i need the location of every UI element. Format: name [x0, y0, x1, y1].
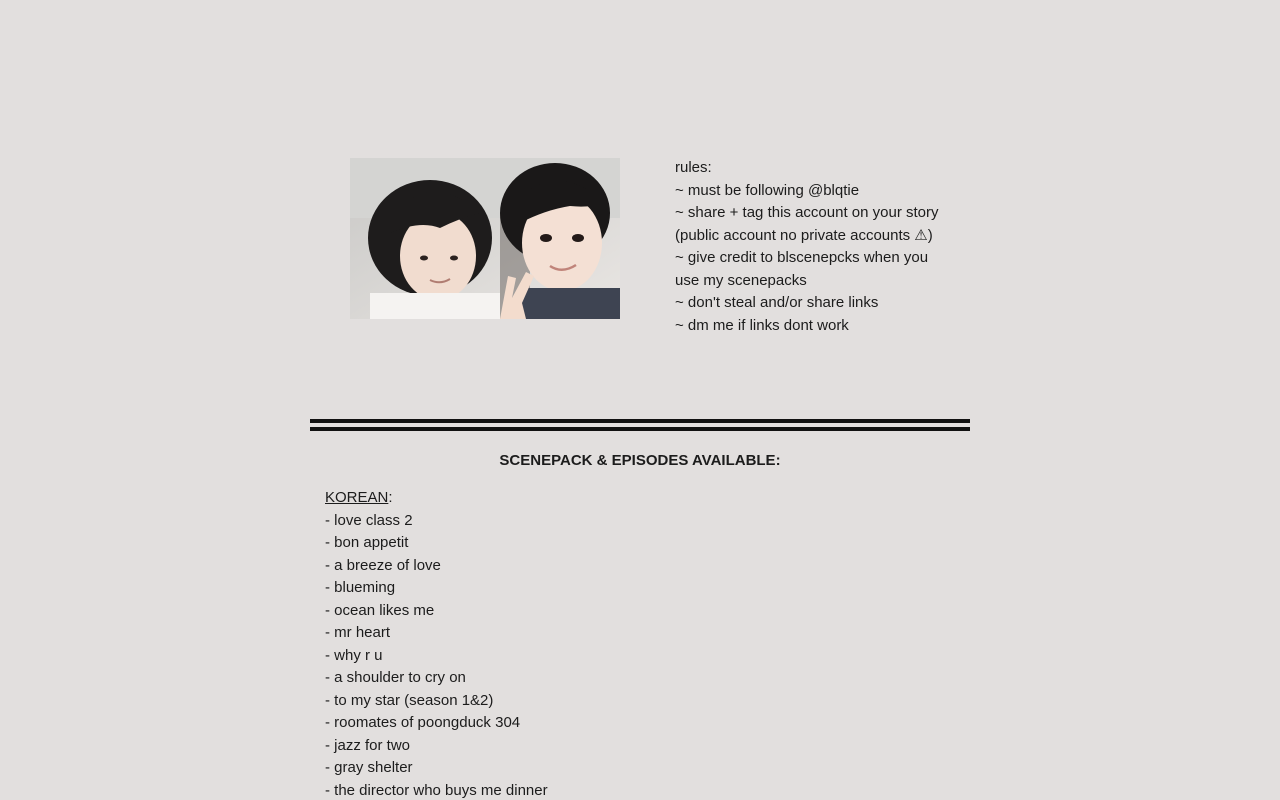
category-row [325, 487, 925, 510]
list-item: - gray shelter [325, 759, 413, 776]
list-item: - a shoulder to cry on [325, 669, 466, 686]
list-item: - why r u [325, 646, 383, 664]
rule-item: ~ share + tag this account on your story (public account no private accounts ⚠) [675, 204, 939, 244]
list-item: - to my star (season 1&2) [325, 691, 494, 709]
rule-item: ~ don't steal and/or share links [675, 294, 879, 311]
list-item: - the director who buys me dinner [325, 781, 548, 799]
list-item: - ocean likes me [325, 601, 435, 619]
list-item: - love class 2 [325, 511, 413, 529]
rules-block [675, 157, 945, 337]
list-item: - bon appetit [325, 534, 409, 551]
rule-item: ~ give credit to blscenepcks when you use my scenepacks [675, 249, 929, 289]
divider-top [310, 419, 970, 423]
list-item: - jazz for two [325, 736, 411, 754]
divider-bottom [310, 427, 970, 431]
category-colon: : [388, 489, 393, 506]
section-title: SCENEPACK & EPISODES AVAILABLE: [499, 452, 781, 469]
list-item: - blueming [325, 579, 396, 596]
header-photo [350, 158, 620, 319]
photo-illustration [350, 158, 620, 319]
list-item: - mr heart [325, 624, 391, 641]
list-item: - roomates of poongduck 304 [325, 714, 521, 731]
rules-heading: rules: [675, 159, 712, 176]
list-item: - a breeze of love [325, 556, 441, 574]
rule-item: ~ dm me if links dont work [675, 316, 849, 334]
rule-item: ~ must be following @blqtie [675, 181, 860, 199]
category-heading-korean: KOREAN [325, 489, 389, 506]
korean-list [325, 487, 925, 800]
